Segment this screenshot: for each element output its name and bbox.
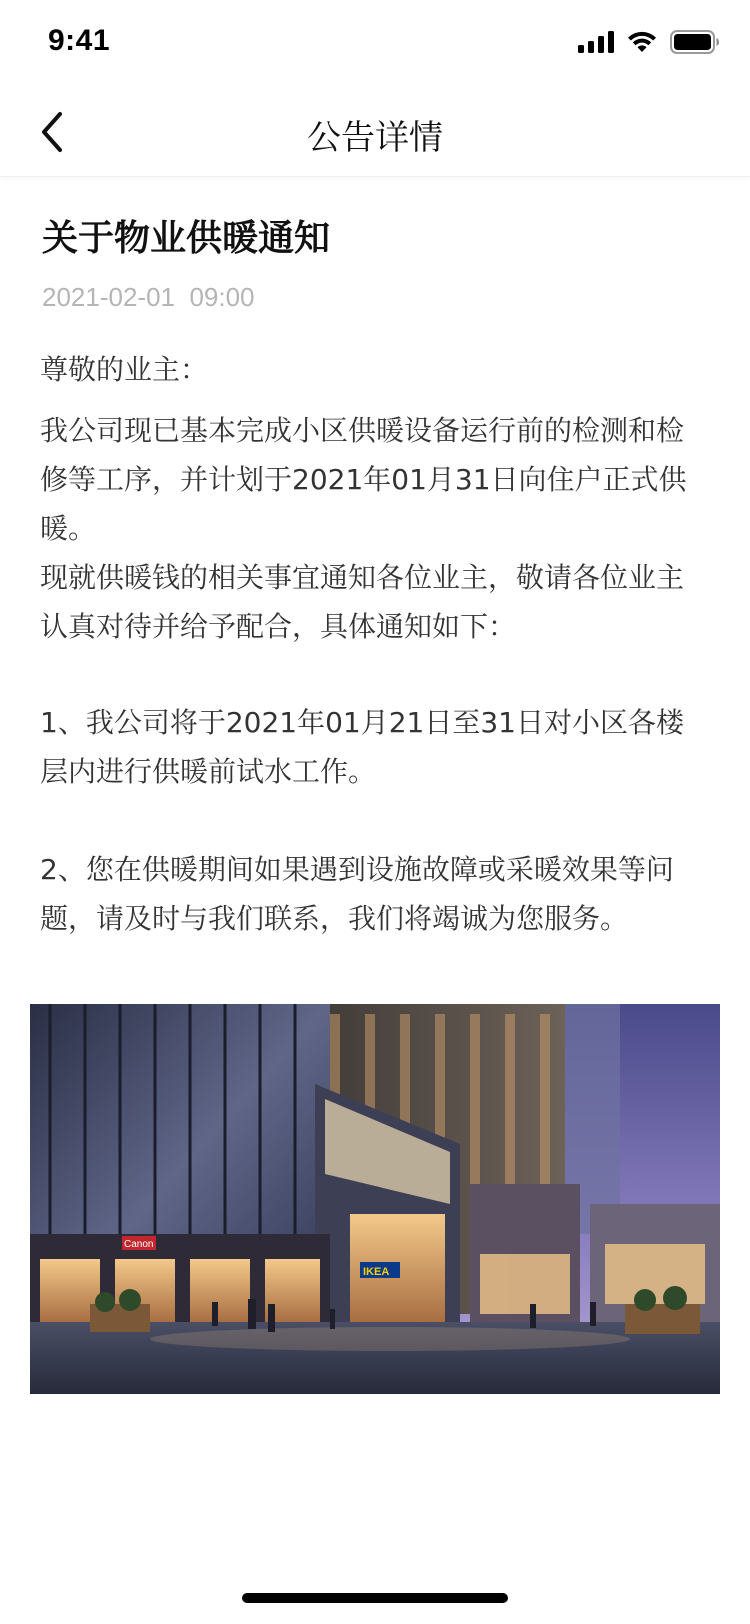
wifi-icon (626, 30, 658, 54)
article-image (30, 1004, 720, 1394)
article-title: 关于物业供暖通知 (42, 218, 331, 259)
article-date: 2021-02-01 09:00 (42, 282, 255, 312)
ikea-sign: IKEA (363, 1266, 390, 1278)
status-bar (0, 0, 750, 88)
article-salutation: 尊敬的业主： (40, 353, 209, 386)
canon-sign: Canon (124, 1239, 154, 1250)
building-illustration (30, 1004, 720, 1394)
page-title: 公告详情 (307, 118, 443, 158)
home-indicator (242, 1593, 508, 1603)
status-icons (578, 30, 720, 54)
navigation-bar (0, 88, 750, 177)
article-paragraph: 现就供暖钱的相关事宜通知各位业主，敬请各位业主认真对待并给予配合，具体通知如下： (40, 561, 685, 643)
article-paragraph: 我公司现已基本完成小区供暖设备运行前的检测和检修等工序，并计划于2021年01月31日向住户正式供暖。 (40, 414, 687, 545)
article-paragraph: 2、您在供暖期间如果遇到设施故障或采暖效果等问题，请及时与我们联系，我们将竭诚为您服务。 (40, 853, 674, 935)
article-paragraph: 1、我公司将于2021年01月21日至31日对小区各楼层内进行供暖前试水工作。 (40, 706, 684, 788)
status-time: 9:41 (48, 24, 111, 57)
cellular-signal-icon (578, 31, 614, 53)
battery-icon (670, 30, 720, 54)
